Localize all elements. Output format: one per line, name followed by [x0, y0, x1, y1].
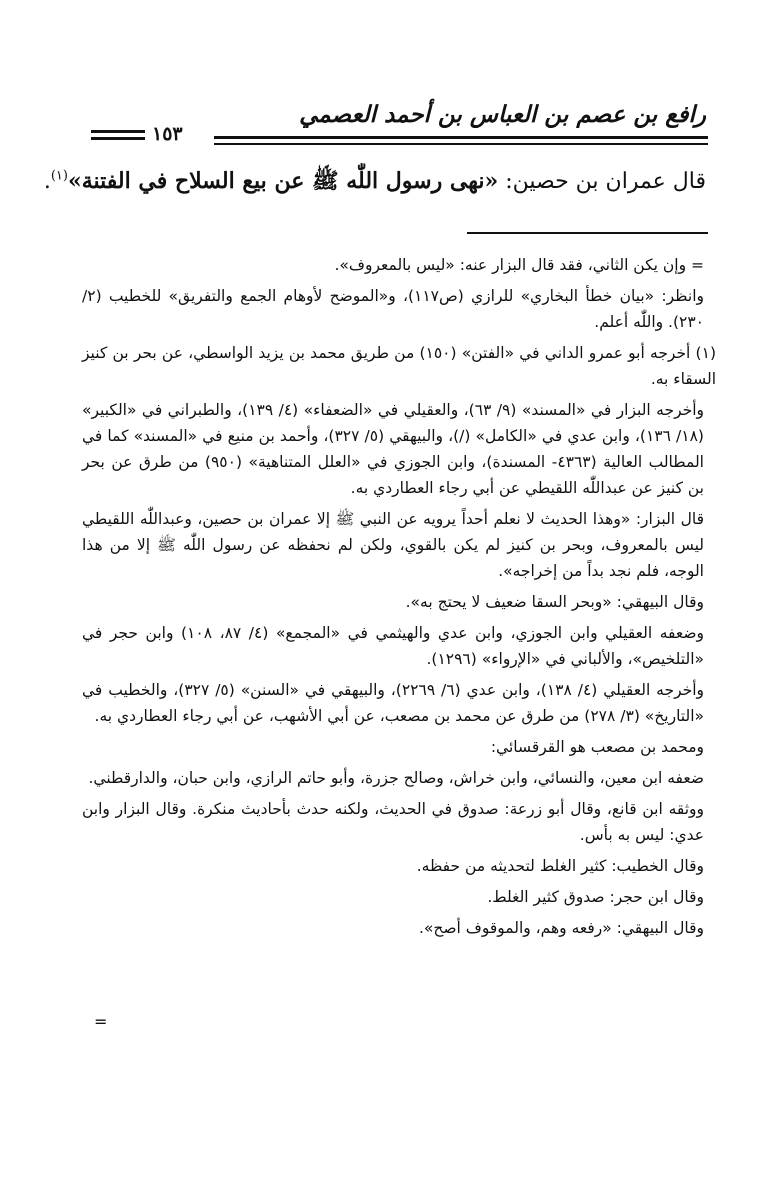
- page-number: ١٥٣: [152, 123, 183, 145]
- footnote-paragraph: وقال البيهقي: «وبحر السقا ضعيف لا يحتج به».: [405, 593, 704, 611]
- footnote-paragraph: ووثقه ابن قانع، وقال أبو زرعة: صدوق في الحديث، ولكنه حدث بأحاديث منكرة. وقال البزار وابن عدي: ليس به بأس.: [82, 800, 704, 844]
- hadith-quote: «نهى رسول اللّٰه ﷺ عن بيع السلاح في الفتنة»: [67, 168, 499, 194]
- footnote-paragraph: وضعفه العقيلي وابن الجوزي، وابن عدي والهيثمي في «المجمع» (٤/ ٨٧، ١٠٨) وابن حجر في «التلخيص»، والألباني في «الإرواء» (١٢٩٦).: [82, 624, 704, 668]
- footnote-paragraph: ضعفه ابن معين، والنسائي، وابن خراش، وصالح جزرة، وأبو حاتم الرازي، وابن حبان، والدارقطني.: [88, 769, 704, 787]
- footnote-reference: (١): [50, 168, 68, 184]
- header-rule-main-top: [214, 136, 708, 139]
- footnote-paragraph: قال البزار: «وهذا الحديث لا نعلم أحداً يرويه عن النبي ﷺ إلا عمران بن حصين، وعبداللّٰه اللقيطي ليس بالمعروف، وبحر بن كنيز لم يكن بالقوي، ولكن لم نحفظه عن رسول اللّٰه ﷺ إلا من هذا الوجه، فلم نجد بداً من إخراجه».: [82, 510, 704, 580]
- header-rule-left-bottom: [91, 137, 145, 140]
- footnote-paragraph: = وإن يكن الثاني، فقد قال البزار عنه: «ليس بالمعروف».: [334, 256, 704, 274]
- footnote-separator: [467, 232, 708, 234]
- header-rule-main-bottom: [214, 143, 708, 145]
- main-text-end: .: [43, 169, 51, 194]
- header-rule-left-top: [91, 130, 145, 133]
- footnote-paragraph: وأخرجه البزار في «المسند» (٩/ ٦٣)، والعقيلي في «الضعفاء» (٤/ ١٣٩)، والطبراني في «الكبير» (١٨/ ١٣٦)، وابن عدي في «الكامل» (/)، والبيهقي (٥/ ٣٢٧)، وأحمد بن منيع في «المسند» كما في المطالب العالية (٤٣٦٣- المسندة)، وابن الجوزي في «العلل المتناهية» (٩٥٠) من طرق عن بحر بن كنيز عن عبداللّٰه اللقيطي عن أبي رجاء العطاردي به.: [82, 401, 704, 497]
- footnote-paragraph: وقال البيهقي: «رفعه وهم، والموقوف أصح».: [418, 919, 704, 937]
- footnote-paragraph: وقال الخطيب: كثير الغلط لتحديثه من حفظه.: [416, 857, 704, 875]
- footnote-paragraph: وقال ابن حجر: صدوق كثير الغلط.: [487, 888, 704, 906]
- running-header-title: رافع بن عصم بن العباس بن أحمد العصمي: [299, 101, 706, 128]
- main-text-prefix: قال عمران بن حصين:: [498, 169, 706, 194]
- main-text: [43, 167, 706, 199]
- footnotes: [82, 252, 716, 946]
- footnote-paragraph: وأخرجه العقيلي (٤/ ١٣٨)، وابن عدي (٦/ ٢٢٦٩)، والبيهقي في «السنن» (٥/ ٣٢٧)، والخطيب في «التاريخ» (٣/ ٢٧٨) من طرق عن محمد بن مصعب، عن أبي الأشهب، عن أبي رجاء العطاردي به.: [82, 681, 704, 725]
- footnote-paragraph: ومحمد بن مصعب هو القرقسائي:: [490, 738, 704, 756]
- footnote-paragraph: وانظر: «بيان خطأ البخاري» للرازي (ص١١٧)، و«الموضح لأوهام الجمع والتفريق» للخطيب (٢/ ٢٣٠). واللّٰه أعلم.: [82, 287, 704, 331]
- continuation-marker: =: [94, 1012, 108, 1031]
- footnote-paragraph: (١) أخرجه أبو عمرو الداني في «الفتن» (١٥٠) من طريق محمد بن يزيد الواسطي، عن بحر بن كنيز السقاء به.: [82, 344, 716, 388]
